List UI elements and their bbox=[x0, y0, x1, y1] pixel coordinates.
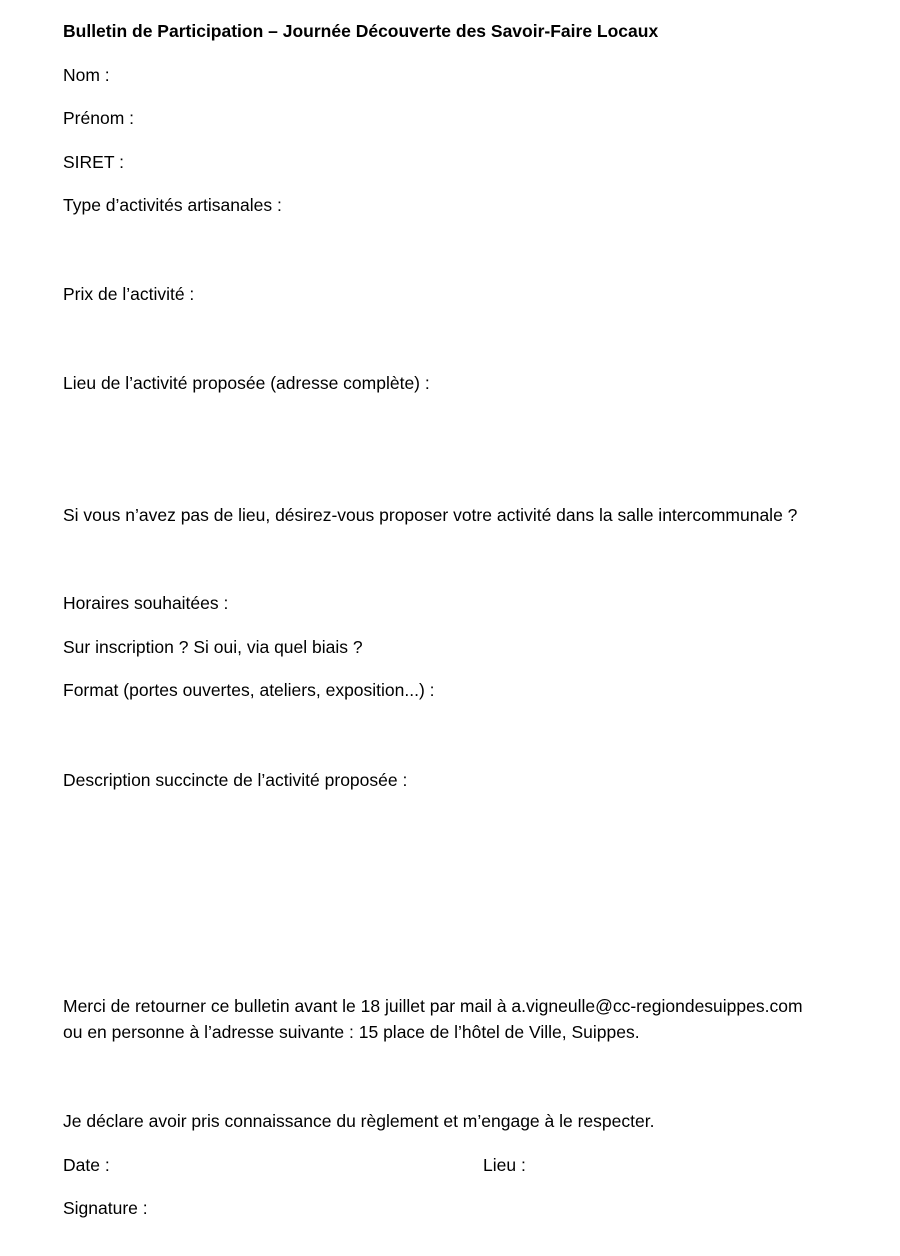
field-siret: SIRET : bbox=[63, 152, 124, 172]
field-nom: Nom : bbox=[63, 65, 110, 85]
field-horaires: Horaires souhaitées : bbox=[63, 593, 229, 613]
field-type-activites: Type d’activités artisanales : bbox=[63, 195, 282, 215]
field-prix: Prix de l’activité : bbox=[63, 284, 195, 304]
form-title: Bulletin de Participation – Journée Découverte des Savoir-Faire Locaux bbox=[63, 21, 659, 41]
field-format: Format (portes ouvertes, ateliers, exposition...) : bbox=[63, 680, 435, 700]
field-signature: Signature : bbox=[63, 1198, 148, 1218]
field-inscription: Sur inscription ? Si oui, via quel biais ? bbox=[63, 637, 363, 657]
declaration-text: Je déclare avoir pris connaissance du règlement et m’engage à le respecter. bbox=[63, 1111, 655, 1131]
return-instructions-line2: ou en personne à l’adresse suivante : 15 place de l’hôtel de Ville, Suippes. bbox=[63, 1022, 640, 1042]
field-date: Date : bbox=[63, 1155, 110, 1175]
field-salle-intercommunale: Si vous n’avez pas de lieu, désirez-vous proposer votre activité dans la salle intercommunale ? bbox=[63, 505, 798, 525]
field-lieu-activite: Lieu de l’activité proposée (adresse complète) : bbox=[63, 373, 430, 393]
field-lieu: Lieu : bbox=[483, 1155, 526, 1175]
field-prenom: Prénom : bbox=[63, 108, 134, 128]
field-description: Description succincte de l’activité proposée : bbox=[63, 770, 408, 790]
return-instructions-line1: Merci de retourner ce bulletin avant le 18 juillet par mail à a.vigneulle@cc-regiondesuippes.com bbox=[63, 996, 803, 1016]
